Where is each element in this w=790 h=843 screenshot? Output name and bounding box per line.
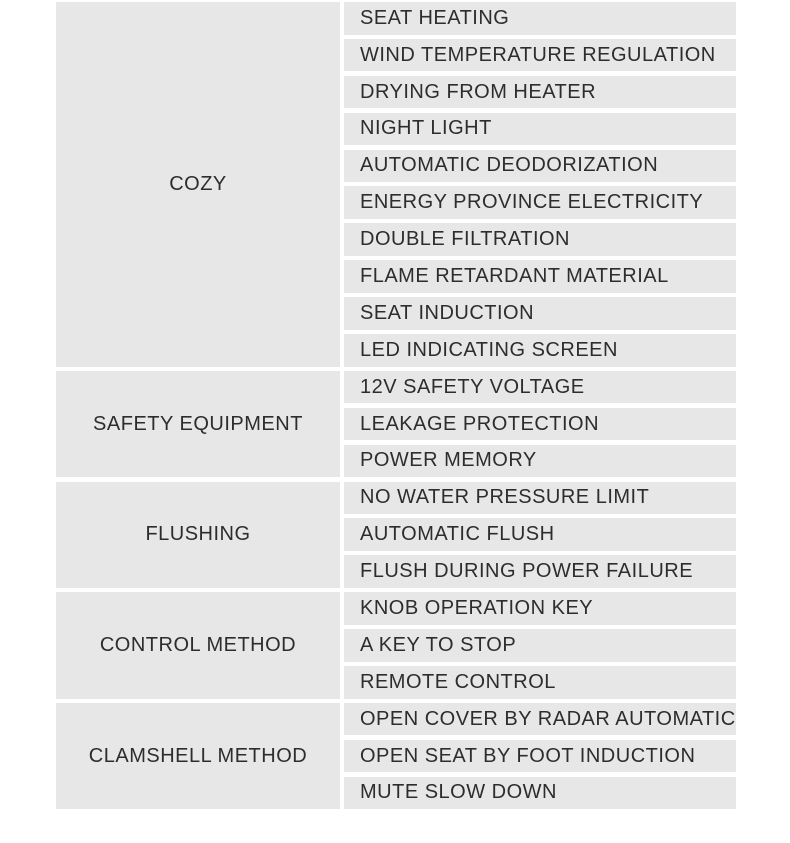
feature-rows xyxy=(344,371,736,477)
table-section xyxy=(56,703,736,809)
feature-cell: SEAT INDUCTION xyxy=(344,297,736,330)
feature-cell: MUTE SLOW DOWN xyxy=(344,777,736,810)
category-cell: CONTROL METHOD xyxy=(56,592,340,698)
table-section xyxy=(56,482,736,588)
feature-cell: OPEN COVER BY RADAR AUTOMATIC xyxy=(344,703,736,736)
feature-cell: DOUBLE FILTRATION xyxy=(344,223,736,256)
feature-rows xyxy=(344,482,736,588)
category-cell: COZY xyxy=(56,2,340,367)
feature-cell: POWER MEMORY xyxy=(344,445,736,478)
feature-cell: DRYING FROM HEATER xyxy=(344,76,736,109)
feature-cell: LED INDICATING SCREEN xyxy=(344,334,736,367)
feature-table xyxy=(56,2,736,809)
category-cell: SAFETY EQUIPMENT xyxy=(56,371,340,477)
feature-cell: NO WATER PRESSURE LIMIT xyxy=(344,482,736,515)
feature-cell: WIND TEMPERATURE REGULATION xyxy=(344,39,736,72)
feature-cell: SEAT HEATING xyxy=(344,2,736,35)
feature-rows xyxy=(344,592,736,698)
category-cell: FLUSHING xyxy=(56,482,340,588)
table-section xyxy=(56,2,736,367)
feature-cell: A KEY TO STOP xyxy=(344,629,736,662)
feature-cell: FLAME RETARDANT MATERIAL xyxy=(344,260,736,293)
feature-cell: 12V SAFETY VOLTAGE xyxy=(344,371,736,404)
feature-rows xyxy=(344,703,736,809)
feature-cell: AUTOMATIC FLUSH xyxy=(344,518,736,551)
feature-cell: ENERGY PROVINCE ELECTRICITY xyxy=(344,186,736,219)
feature-cell: FLUSH DURING POWER FAILURE xyxy=(344,555,736,588)
feature-cell: NIGHT LIGHT xyxy=(344,113,736,146)
feature-cell: KNOB OPERATION KEY xyxy=(344,592,736,625)
category-cell: CLAMSHELL METHOD xyxy=(56,703,340,809)
feature-cell: AUTOMATIC DEODORIZATION xyxy=(344,150,736,183)
table-section xyxy=(56,592,736,698)
feature-cell: REMOTE CONTROL xyxy=(344,666,736,699)
feature-rows xyxy=(344,2,736,367)
table-section xyxy=(56,371,736,477)
feature-cell: LEAKAGE PROTECTION xyxy=(344,408,736,441)
feature-cell: OPEN SEAT BY FOOT INDUCTION xyxy=(344,740,736,773)
